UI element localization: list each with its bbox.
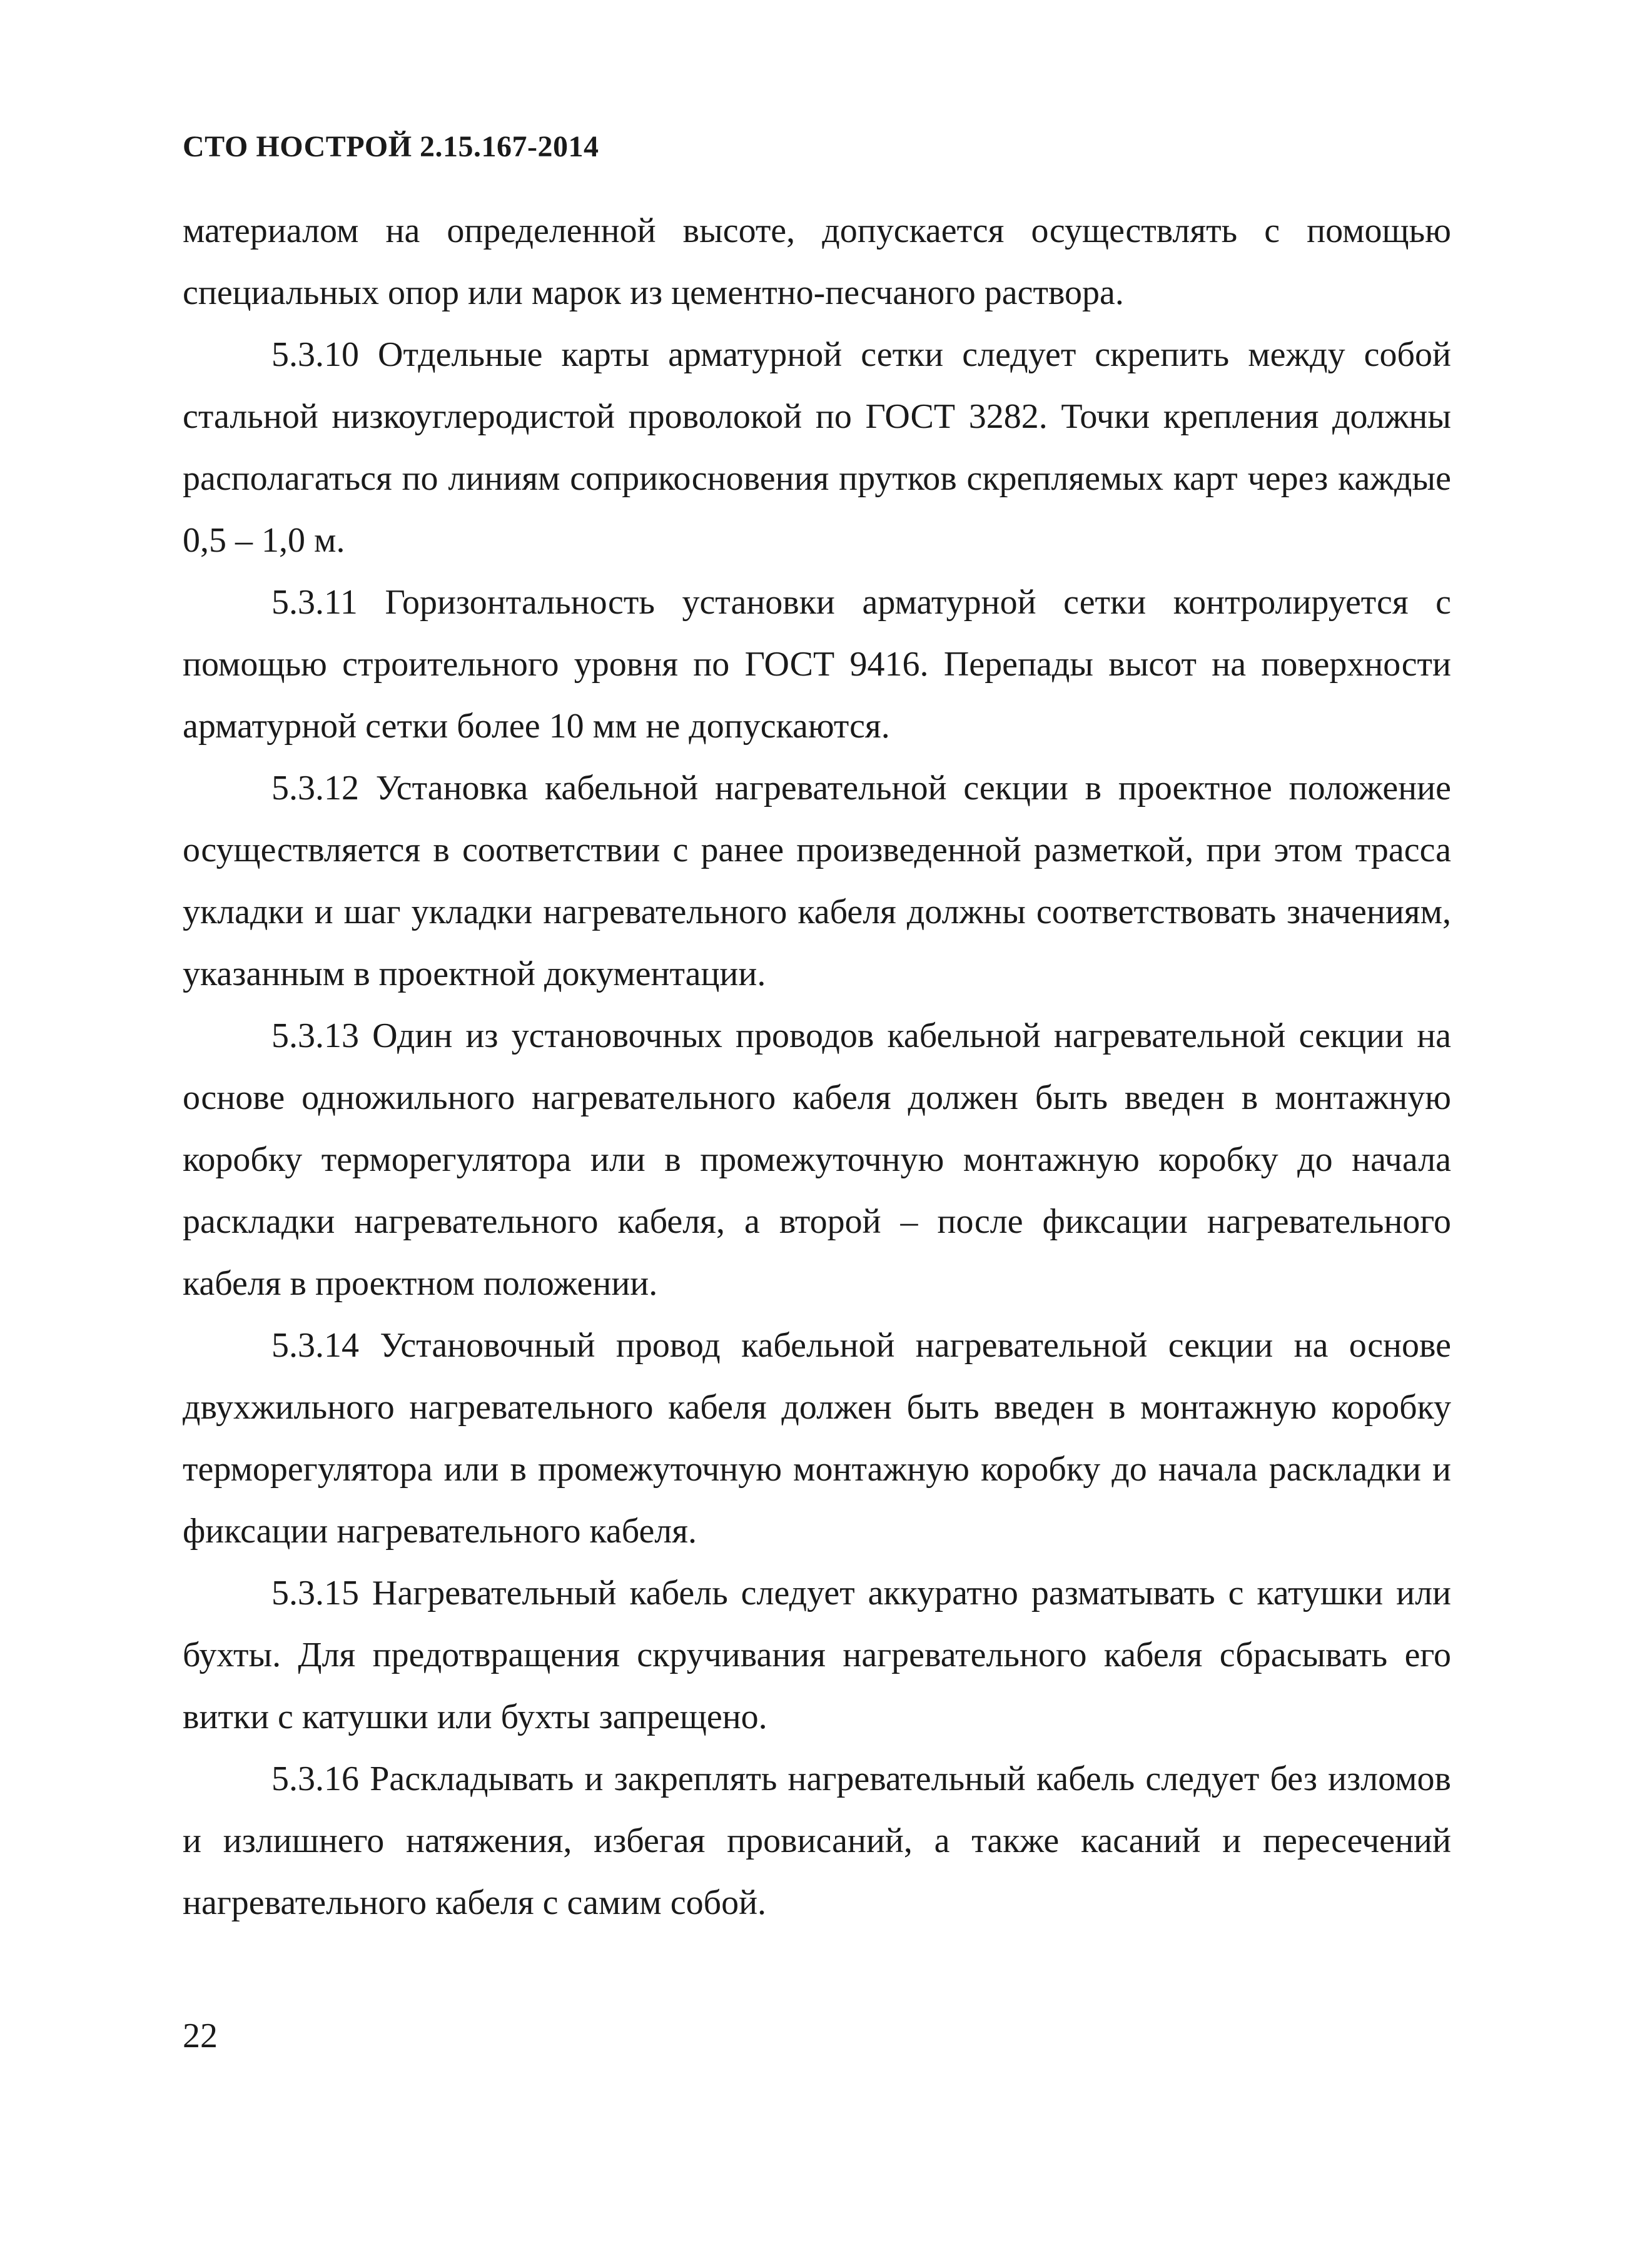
- paragraph-text: Горизонтальность установки арматурной сетки контролируется с помощью строительного уровня по ГОСТ 9416. Перепады высот на поверхности арматурной сетки более 10 мм не допускаются.: [183, 583, 1451, 746]
- paragraph-5-3-14: [183, 1315, 1451, 1562]
- paragraph-5-3-16: [183, 1748, 1451, 1934]
- paragraph-text: Раскладывать и закреплять нагревательный кабель следует без изломов и излишнего натяжения, избегая провисаний, а также касаний и пересечений нагревательного кабеля с самим собой.: [183, 1759, 1451, 1922]
- paragraph-number: 5.3.12: [271, 769, 359, 807]
- paragraph-text: материалом на определенной высоте, допускается осуществлять с помощью специальных опор или марок из цементно-песчаного раствора.: [183, 211, 1451, 312]
- paragraph-5-3-13: [183, 1005, 1451, 1315]
- document-body: [183, 200, 1451, 1934]
- paragraph-number: 5.3.16: [271, 1759, 359, 1798]
- paragraph-text: Установочный провод кабельной нагревательной секции на основе двухжильного нагревательного кабеля должен быть введен в монтажную коробку терморегулятора или в промежуточную монтажную коробку до начала раскладки и фиксации нагревательного кабеля.: [183, 1326, 1451, 1551]
- paragraph-number: 5.3.13: [271, 1016, 359, 1055]
- paragraph-text: Один из установочных проводов кабельной нагревательной секции на основе одножильного нагревательного кабеля должен быть введен в монтажную коробку терморегулятора или в промежуточную монтажную коробку до начала раскладки нагревательного кабеля, а второй – после фиксации нагревательного кабеля в проектном положении.: [183, 1016, 1452, 1303]
- paragraph-number: 5.3.15: [271, 1574, 359, 1612]
- paragraph-5-3-12: [183, 757, 1451, 1005]
- paragraph-text: Нагревательный кабель следует аккуратно разматывать с катушки или бухты. Для предотвращения скручивания нагревательного кабеля сбрасывать его витки с катушки или бухты запрещено.: [183, 1574, 1451, 1736]
- paragraph-5-3-11: [183, 572, 1451, 757]
- paragraph-text: Установка кабельной нагревательной секции в проектное положение осуществляется в соответствии с ранее произведенной разметкой, при этом трасса укладки и шаг укладки нагревательного кабеля должны соответствовать значениям, указанным в проектной документации.: [183, 769, 1451, 993]
- paragraph-number: 5.3.11: [271, 583, 358, 622]
- paragraph-5-3-10: [183, 324, 1451, 572]
- paragraph-5-3-15: [183, 1562, 1451, 1748]
- document-header: СТО НОСТРОЙ 2.15.167-2014: [183, 130, 599, 163]
- paragraph-number: 5.3.14: [271, 1326, 359, 1365]
- page-number: 22: [183, 2017, 218, 2055]
- paragraph-number: 5.3.10: [271, 335, 359, 374]
- paragraph-continuation: [183, 200, 1451, 324]
- paragraph-text: Отдельные карты арматурной сетки следует скрепить между собой стальной низкоуглеродистой проволокой по ГОСТ 3282. Точки крепления должны располагаться по линиям соприкосновения прутков скрепляемых карт через каждые 0,5 – 1,0 м.: [183, 335, 1451, 560]
